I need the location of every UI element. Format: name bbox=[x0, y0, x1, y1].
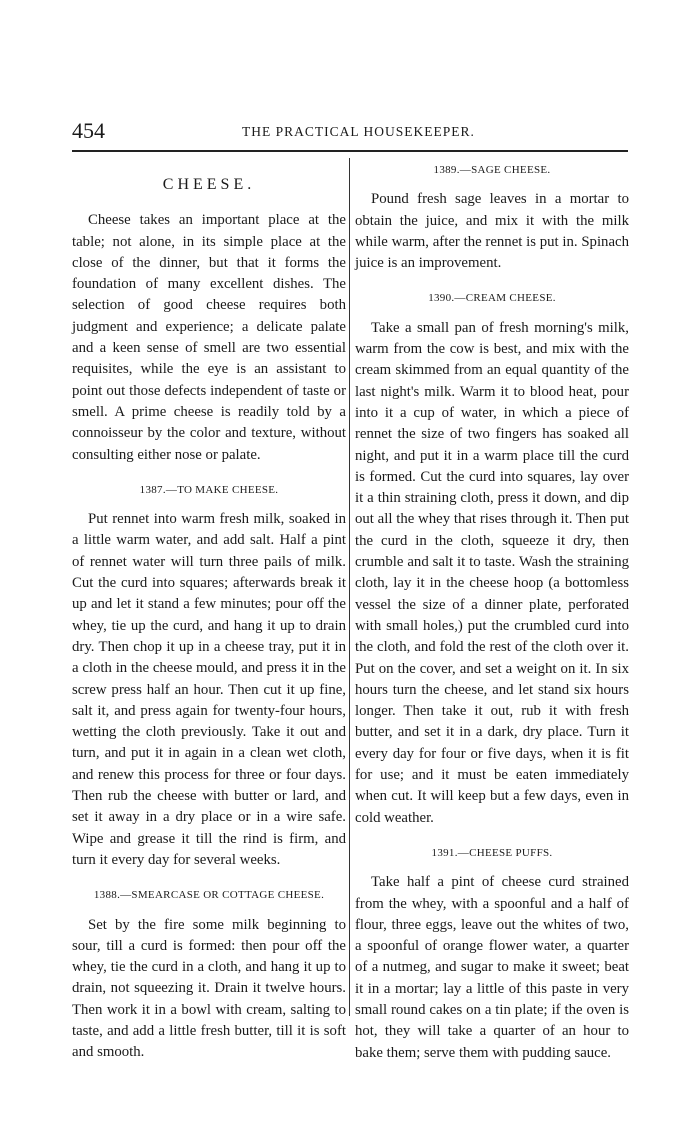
right-column bbox=[355, 158, 629, 1064]
recipe-1387-text: Put rennet into warm fresh milk, soaked in a little warm water, and add salt. Half a pint of rennet water will turn three pails of milk. Cut the curd into squares; afterwards break it up and let it stand a few minutes; pour off the whey, tie up the curd, and hang it up to drain dry. Then chop it up in a cheese tray, put it in a cloth in the cheese mould, and press it in the screw press half an hour. Then cut it up fine, salt it, and press again for twenty-four hours, wetting the cloth previously. Take it out and turn, and put it in again in a clean wet cloth, and renew this process for three or four days. Then rub the cheese with butter or lard, and set it away in a dry place or in a wire safe. Wipe and grease it till the rind is firm, and turn it every day for several weeks. bbox=[72, 511, 346, 868]
header-rule bbox=[72, 150, 628, 152]
page-number: 454 bbox=[72, 118, 105, 143]
section-heading: CHEESE. bbox=[162, 176, 256, 193]
recipe-1388-title: 1388.—SMEARCASE OR COTTAGE CHEESE. bbox=[93, 889, 325, 902]
left-column bbox=[72, 158, 346, 1064]
recipe-1391-text: Take half a pint of cheese curd strained from the whey, with a spoonful and a half of flour, three eggs, leave out the whites of two, a spoonful of orange flower water, a quarter of a nutmeg, and sugar to make it sweet; beat it in a mortar; lay a little of this paste in very small round cakes on a tin plate; if the oven is hot, they will take a quarter of an hour to bake them; serve them with pudding sauce. bbox=[355, 874, 629, 1061]
recipe-1390-title: 1390.—CREAM CHEESE. bbox=[428, 292, 556, 305]
column-divider bbox=[349, 158, 350, 1016]
intro-paragraph: Cheese takes an important place at the table; not alone, in its simple place at the close of the dinner, but that it forms the foundation of many excellent dishes. The selection of good cheese requires both judgment and experience; a delicate palate and a keen sense of smell are two essential requisites, while the eye is an assistant to point out those defects independent of taste or smell. A prime cheese is readily told by a connoisseur by the color and texture, without consulting either nose or palate. bbox=[72, 212, 346, 463]
running-title: THE PRACTICAL HOUSEKEEPER. bbox=[242, 124, 475, 139]
recipe-1389-title: 1389.—SAGE CHEESE. bbox=[433, 164, 551, 176]
recipe-1390-text: Take a small pan of fresh morning's milk, warm from the cow is best, and mix with the cream skimmed from an equal quantity of the last night's milk. Warm it to blood heat, pour into it a cup of water, in which a piece of rennet the size of two fingers has soaked all night, and put it in a warm place till the curd is formed. Cut the curd into squares, lay over it a thin straining cloth, press it down, and dip out all the whey that rises through it. Then put the curd in the cloth, squeeze it dry, then crumble and salt it to taste. Wash the straining cloth, lay it in the cheese hoop (a bottomless vessel the size of a dinner plate, perforated with small holes,) put the crumbled curd into the cloth, and fold the rest of the cloth over it. Put on the cover, and set a weight on it. In six hours turn the cheese, and let stand six hours longer. Then take it out, rub it with fresh butter, and set it in a dark, dry place. Turn it every day for four or five days, when it is fit for use; and it must be eaten immediately when cut. It will keep but a few days, even in cold weather. bbox=[355, 319, 629, 826]
page-header bbox=[72, 118, 628, 148]
recipe-1391-title: 1391.—CHEESE PUFFS. bbox=[431, 846, 553, 859]
recipe-1389-text: Pound fresh sage leaves in a mortar to obtain the juice, and mix it with the milk while warm, after the rennet is put in. Spinach juice is an improvement. bbox=[355, 191, 629, 272]
recipe-1387-title: 1387.—TO MAKE CHEESE. bbox=[139, 483, 279, 496]
recipe-1388-text: Set by the fire some milk beginning to sour, till a curd is formed: then pour off the whey, tie the curd in a cloth, and hang it up to drain, not squeezing it. Drain it twelve hours. Then work it in a bowl with cream, salting to taste, and add a little fresh butter, till it is soft and smooth. bbox=[72, 916, 346, 1061]
